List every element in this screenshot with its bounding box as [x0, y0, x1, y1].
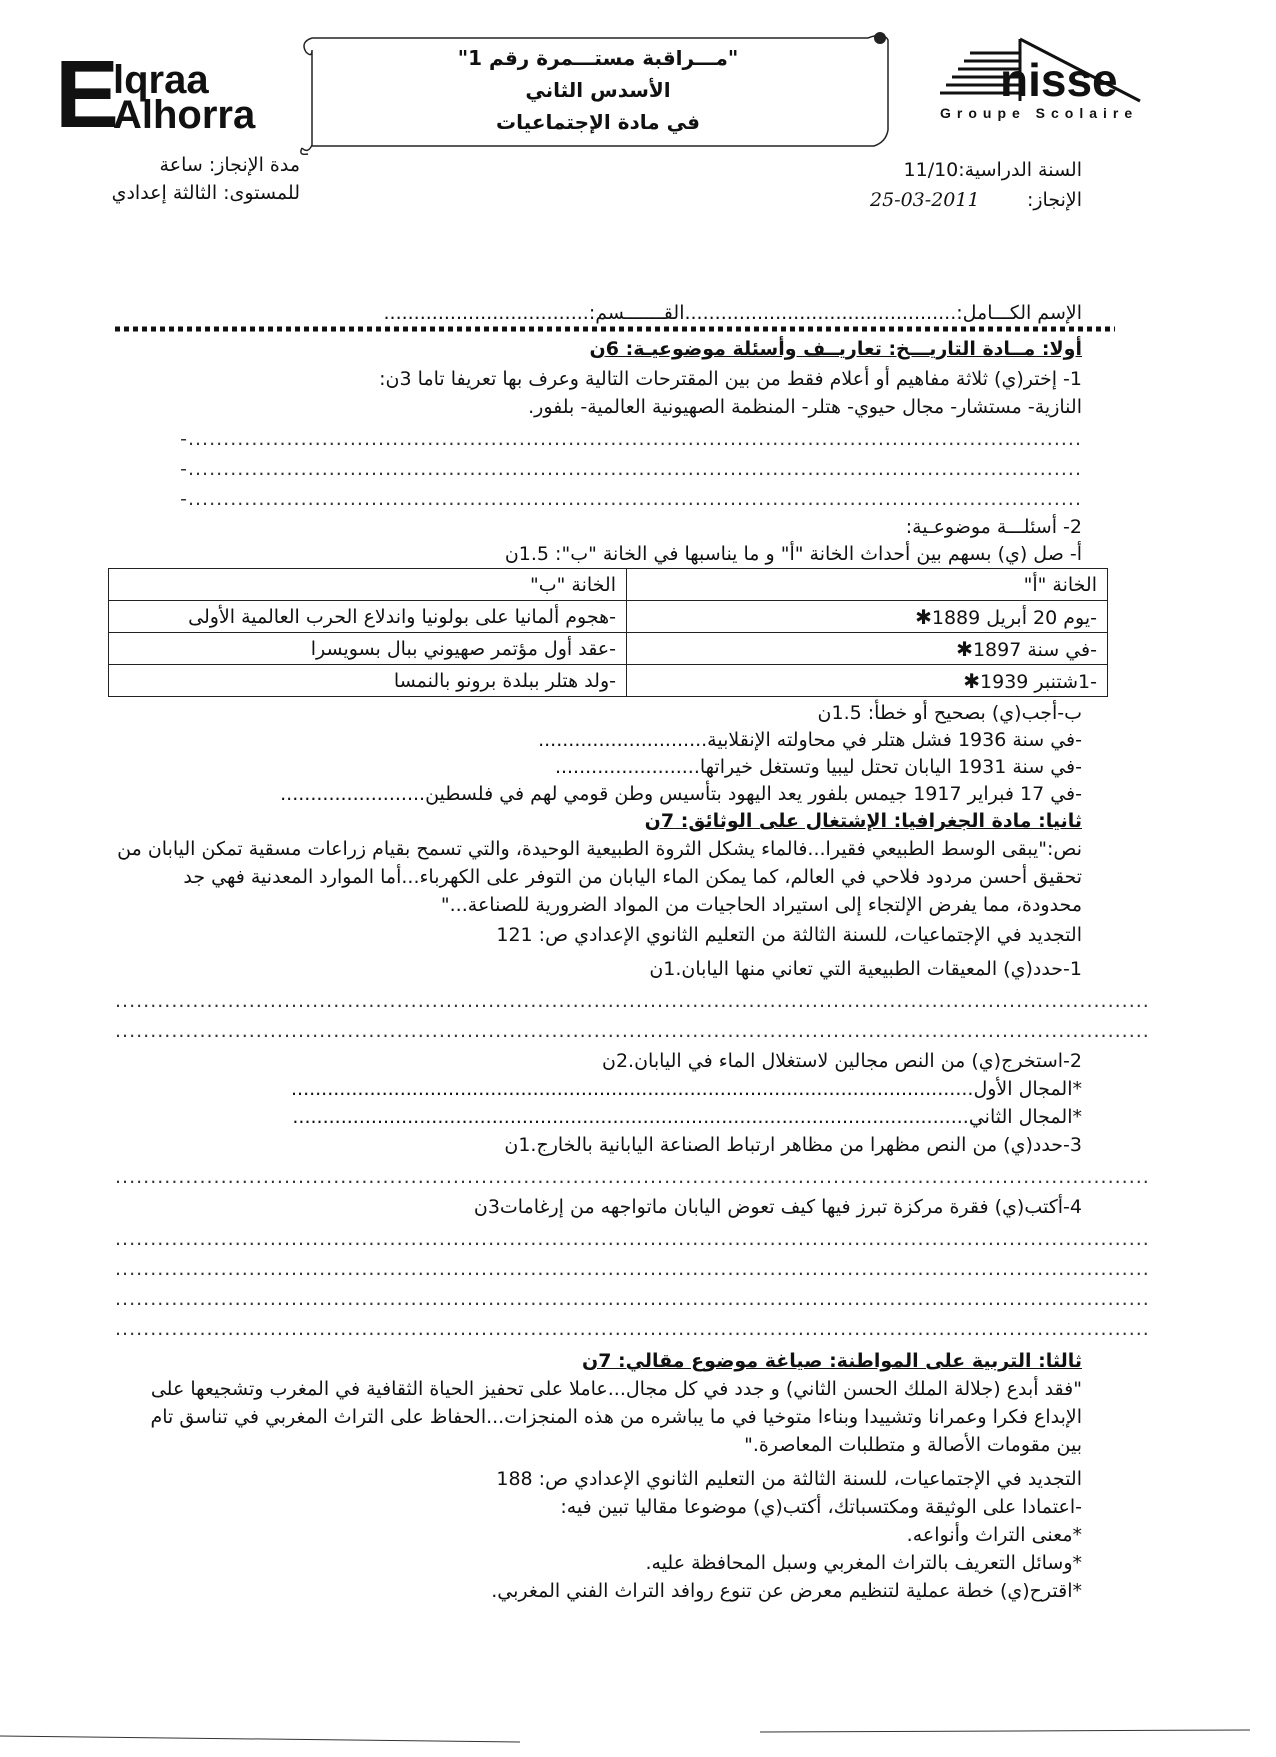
title-line-1: "مـــراقبة مستـــمرة رقم 1" — [457, 46, 739, 70]
logo-nisse — [940, 35, 1180, 130]
logo-letter: E — [55, 41, 120, 148]
matching-table — [108, 568, 1108, 697]
geo-q3: 3-حدد(ي) من النص مظهرا من مظاهر ارتباط الصناعة اليابانية بالخارج.1ن — [504, 1134, 1082, 1156]
civics-text-line: الإبداع فكرا وعمرانا وتشييدا وبناءا متوخيا في ما يباشره من هذه المنجزات...الحفاظ على التراث المغربي في تناسق تام — [150, 1406, 1082, 1428]
event-a: -في سنة 1897 — [972, 638, 1097, 661]
geo-q2-field-2[interactable]: *المجال الثاني................................................................................................................ — [292, 1106, 1082, 1128]
col-b-cell: -هجوم ألمانيا على بولونيا واندلاع الحرب العالمية الأولى — [109, 601, 627, 633]
date-label: الإنجاز: — [1026, 189, 1082, 211]
true-false-item[interactable]: -في 17 فبراير 1917 جيمس بلفور يعد اليهود بتأسيس وطن قومي لهم في فلسطين........................ — [280, 783, 1082, 805]
title-line-2: الأسدس الثاني — [525, 78, 671, 102]
star-icon[interactable]: ✱ — [956, 636, 973, 661]
col-b-cell: -عقد أول مؤتمر صهيوني ببال بسويسرا — [109, 633, 627, 665]
date-value: 25-03-2011 — [870, 189, 980, 211]
answer-line[interactable]: ................................................................................................................................................... — [115, 1228, 1150, 1250]
civics-text-line: "فقد أبدع (جلالة الملك الحسن الثاني) و جدد في كل مجال...عاملا على تحفيز الحياة الثقافية في المغرب وتشجيعها على — [150, 1378, 1082, 1400]
logo-word-2: Alhorra — [113, 93, 256, 137]
history-heading: أولا: مــادة التاريـــخ: تعاريــف وأسئلة موضوعيـة: 6ن — [589, 338, 1082, 360]
civics-point: *وسائل التعريف بالتراث المغربي وسبل المحافظة عليه. — [645, 1552, 1082, 1574]
history-q1-options: النازية- مستشار- مجال حيوي- هتلر- المنظمة الصهيونية العالمية- بلفور. — [528, 396, 1082, 418]
answer-line[interactable]: -............................................................................................................................... — [180, 428, 1082, 450]
duration: مدة الإنجاز: ساعة — [159, 154, 300, 176]
exam-title-scroll — [298, 30, 898, 155]
logo-wordmark: nisse — [1000, 54, 1118, 106]
page-bottom-line — [0, 1720, 1276, 1750]
title-line-3: في مادة الإجتماعيات — [496, 110, 700, 134]
student-name-line[interactable]: الإسم الكـــامل:.............................................القـــــــسم:.................................. — [383, 302, 1082, 324]
col-a-cell — [627, 665, 1108, 697]
event-a: -1شتنبر 1939 — [980, 670, 1097, 693]
answer-line[interactable]: ................................................................................................................................................... — [115, 1020, 1150, 1042]
geo-source: التجديد في الإجتماعيات، للسنة الثالثة من التعليم الثانوي الإعدادي ص: 121 — [496, 924, 1082, 946]
civics-heading: ثالثا: التربية على المواطنة: صياغة موضوع مقالي: 7ن — [581, 1350, 1082, 1372]
answer-line[interactable]: -............................................................................................................................... — [180, 488, 1082, 510]
geo-text-line: نص:"يبقى الوسط الطبيعي فقيرا...فالماء يشكل الثروة الطبيعية الوحيدة، والتي تسمح بقيام زراعات مسقية تمكن اليابان من — [117, 838, 1082, 860]
true-false-item[interactable]: -في سنة 1936 فشل هتلر في محاولته الإنقلابية............................ — [538, 729, 1082, 751]
answer-line[interactable]: ................................................................................................................................................... — [115, 1258, 1150, 1280]
answer-line[interactable]: -............................................................................................................................... — [180, 458, 1082, 480]
answer-line[interactable]: ................................................................................................................................................... — [115, 1288, 1150, 1310]
star-icon[interactable]: ✱ — [915, 604, 932, 629]
table-header-row — [109, 569, 1108, 601]
answer-line[interactable]: ................................................................................................................................................... — [115, 990, 1150, 1012]
history-q2a: أ- صل (ي) بسهم بين أحداث الخانة "أ" و ما يناسبها في الخانة "ب": 1.5ن — [504, 543, 1082, 565]
answer-line[interactable]: ................................................................................................................................................... — [115, 1166, 1150, 1188]
history-q1: 1- إختر(ي) ثلاثة مفاهيم أو أعلام فقط من بين المقترحات التالية وعرف بها تعريفا تاما 3ن: — [379, 368, 1082, 390]
answer-line[interactable]: ................................................................................................................................................... — [115, 1318, 1150, 1340]
civics-point: *اقترح(ي) خطة عملية لتنظيم معرض عن تنوع روافد التراث الفني المغربي. — [491, 1580, 1082, 1602]
history-q2: 2- أسئلـــة موضوعـية: — [905, 516, 1082, 538]
col-b-header: الخانة "ب" — [109, 569, 627, 601]
geo-heading: ثانيا: مادة الجغرافيا: الإشتغال على الوثائق: 7ن — [644, 810, 1082, 832]
col-a-header: الخانة "أ" — [627, 569, 1108, 601]
true-false-item[interactable]: -في سنة 1931 اليابان تحتل ليبيا وتستغل خيراتها........................ — [554, 756, 1082, 778]
col-a-cell — [627, 633, 1108, 665]
civics-task: -اعتمادا على الوثيقة ومكتسباتك، أكتب(ي) موضوعا مقاليا تبين فيه: — [560, 1496, 1082, 1518]
dotted-separator — [115, 325, 1115, 333]
col-a-cell — [627, 601, 1108, 633]
geo-text-line: محدودة، مما يفرض الإلتجاء إلى استيراد الحاجيات من المواد الضرورية للصناعة..." — [440, 894, 1082, 916]
level: للمستوى: الثالثة إعدادي — [111, 182, 300, 204]
school-year: السنة الدراسية:11/10 — [903, 159, 1082, 181]
civics-source: التجديد في الإجتماعيات، للسنة الثالثة من التعليم الثانوي الإعدادي ص: 188 — [496, 1468, 1082, 1490]
civics-text-line: بين مقومات الأصالة و متطلبات المعاصرة." — [744, 1434, 1082, 1456]
logo-word-1: lqraa — [113, 58, 209, 102]
star-icon[interactable]: ✱ — [963, 668, 981, 693]
geo-text-line: تحقيق أحسن مردود فلاحي في العالم، كما يمكن الماء اليابان من التوفر على الكهرباء...أما الموارد المعدنية فهي جد — [183, 866, 1082, 888]
table-row — [109, 601, 1108, 633]
event-a: -يوم 20 أبريل 1889 — [931, 606, 1097, 629]
table-row — [109, 665, 1108, 697]
logo-elqraa-alhorra — [55, 41, 275, 148]
table-row — [109, 633, 1108, 665]
geo-q2: 2-استخرج(ي) من النص مجالين لاستغلال الماء في اليابان.2ن — [601, 1050, 1082, 1072]
col-b-cell: -ولد هتلر ببلدة برونو بالنمسا — [109, 665, 627, 697]
geo-q1: 1-حدد(ي) المعيقات الطبيعية التي تعاني منها اليابان.1ن — [649, 958, 1082, 980]
civics-point: *معنى التراث وأنواعه. — [906, 1524, 1082, 1546]
geo-q4: 4-أكتب(ي) فقرة مركزة تبرز فيها كيف تعوض اليابان ماتواجهه من إرغامات3ن — [473, 1196, 1082, 1218]
history-q2b: ب-أجب(ي) بصحيح أو خطأ: 1.5ن — [817, 702, 1082, 724]
geo-q2-field-1[interactable]: *المجال الأول................................................................................................................. — [290, 1078, 1082, 1100]
logo-subtitle: Groupe Scolaire — [940, 105, 1139, 121]
